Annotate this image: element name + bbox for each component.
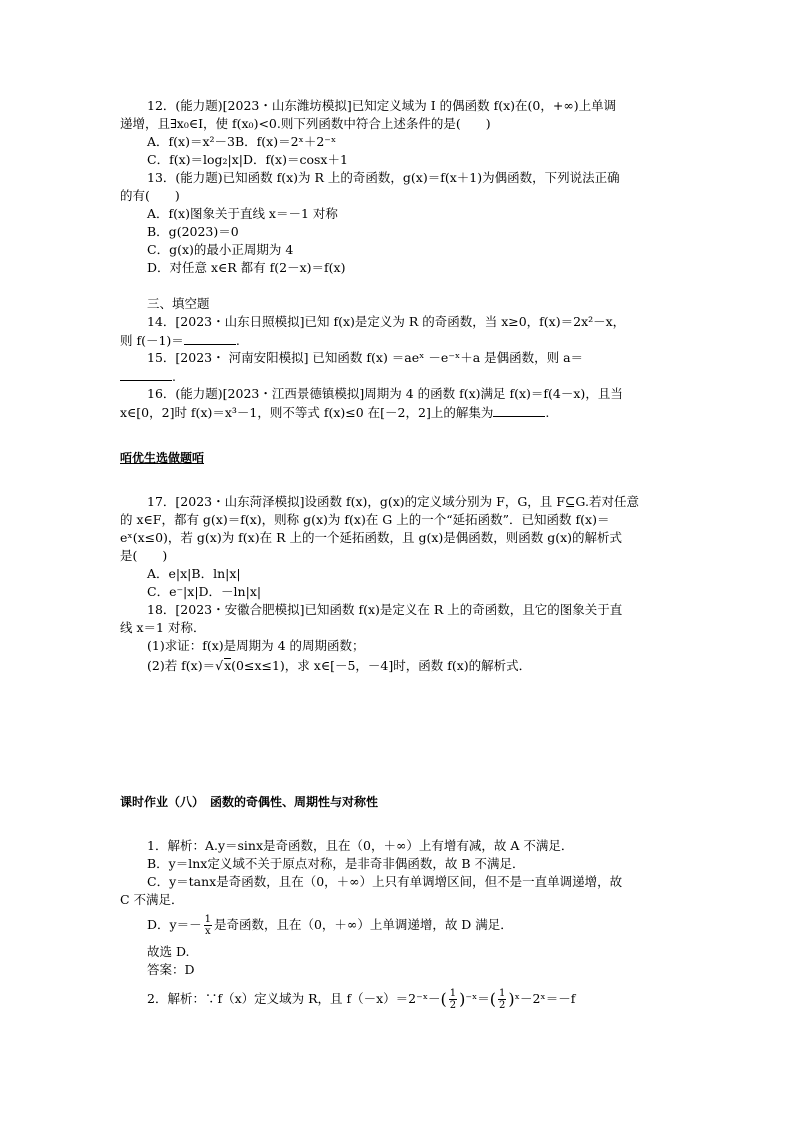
answer-1-line-5	[147, 914, 513, 937]
q12-line-1: 12．(能力题)[2023・山东潍坊模拟]已知定义域为 I 的偶函数 f(x)在(0，+∞)上单调	[147, 98, 617, 113]
q14-line-2-text: 则 f(－1)＝	[120, 333, 184, 348]
q13-option-a: A．f(x)图象关于直线 x＝－1 对称	[147, 206, 338, 221]
fraction-denominator: 2	[499, 1000, 506, 1011]
q15-line-1: 15．[2023・ 河南安阳模拟] 已知函数 f(x) ＝aeˣ －e⁻ˣ＋a 是偶函数，则 a＝	[147, 350, 584, 365]
q12-options-ab: A．f(x)＝x²－3B．f(x)＝2ˣ＋2⁻ˣ	[147, 134, 337, 149]
q14-line-2: 则 f(－1)＝ .	[120, 333, 240, 348]
answer-1-line-3: C．y＝tanx是奇函数，且在（0，＋∞）上只有单调增区间，但不是一直单调递增，故	[147, 874, 623, 889]
answer-1-line-7: 答案：D	[147, 962, 195, 977]
q18-line-2: 线 x＝1 对称．	[120, 620, 206, 635]
fraction-denominator: 2	[449, 1000, 457, 1011]
fraction-one-half-b	[498, 988, 506, 1011]
q13-option-c: C．g(x)的最小正周期为 4	[147, 242, 294, 257]
q17-line-4: 是( )	[120, 548, 168, 563]
answer-2-middle: ⁻ˣ＝	[465, 991, 490, 1006]
fraction-denominator: x	[204, 926, 211, 937]
answer-1-line-1: 1．解析：A.y＝sinx是奇函数，且在（0，＋∞）上有增有减，故 A 不满足．	[147, 838, 574, 853]
q17-line-2: 的 x∈F，都有 g(x)＝f(x)，则称 g(x)为 f(x)在 G 上的一个“延拓函数”．已知函数 f(x)＝	[120, 512, 610, 527]
answer-2-line-1	[147, 988, 575, 1011]
answer-1-line-5-suffix: 是奇函数，且在（0，＋∞）上单调递增，故 D 满足．	[213, 917, 513, 932]
q16-line-2: x∈[0，2]时 f(x)＝x³－1，则不等式 f(x)≤0 在[－2，2]上的解集为 .	[120, 405, 550, 420]
fraction-numerator: 1	[449, 988, 457, 999]
q17-options-cd: C．e⁻|x|D．－ln|x|	[147, 584, 262, 599]
optional-section-heading: 咟优生选做题咟	[120, 451, 205, 465]
q12-line-2: 递增，且∃x₀∈I，使 f(x₀)<0.则下列函数中符合上述条件的是( )	[120, 116, 491, 131]
q14-line-1: 14．[2023・山东日照模拟]已知 f(x)是定义为 R 的奇函数，当 x≥0，f(x)＝2x²－x，	[147, 314, 626, 329]
right-paren: )	[459, 989, 466, 1009]
q13-option-d: D．对任意 x∈R 都有 f(2－x)＝f(x)	[147, 260, 346, 275]
answer-1-line-4: C 不满足．	[120, 892, 184, 907]
sqrt-symbol: √	[215, 658, 224, 673]
left-paren: (	[489, 989, 497, 1009]
q12-options-cd: C．f(x)＝log₂|x|D．f(x)＝cosx＋1	[147, 152, 348, 167]
q17-line-3: eˣ(x≤0)，若 g(x)为 f(x)在 R 上的一个延拓函数，且 g(x)是偶函数，则函数 g(x)的解析式	[120, 530, 623, 545]
sqrt-radicand: x	[224, 658, 232, 673]
q17-options-ab: A．e|x|B．ln|x|	[147, 566, 241, 581]
answer-1-line-6: 故选 D.	[147, 944, 190, 959]
answer-2-prefix: 2．解析：∵f（x）定义域为 R，且 f（－x）＝2⁻ˣ－	[147, 991, 441, 1006]
q18-part-2-prefix: (2)若 f(x)＝	[147, 658, 216, 673]
q18-part-2	[147, 658, 531, 674]
q13-option-b: B．g(2023)＝0	[147, 224, 239, 239]
fraction-numerator: 1	[499, 988, 506, 999]
q15-answer-blank	[120, 368, 172, 381]
q16-line-2-text: x∈[0，2]时 f(x)＝x³－1，则不等式 f(x)≤0 在[－2，2]上的解集为	[120, 405, 494, 420]
right-paren: )	[508, 989, 515, 1009]
fraction-one-over-x	[204, 914, 212, 937]
left-paren: (	[440, 989, 447, 1009]
q18-part-2-suffix: (0≤x≤1)，求 x∈[－5，－4]时，函数 f(x)的解析式．	[231, 658, 532, 673]
q14-answer-blank	[184, 332, 236, 345]
answer-1-line-2: B．y＝lnx定义域不关于原点对称，是非奇非偶函数，故 B 不满足．	[147, 856, 525, 871]
q13-line-2: 的有( )	[120, 188, 180, 203]
q15-line-2: .	[120, 368, 176, 385]
q17-line-1: 17．[2023・山东菏泽模拟]设函数 f(x)，g(x)的定义域分别为 F，G，且 F⊆G.若对任意	[147, 494, 639, 509]
q18-line-1: 18．[2023・安徽合肥模拟]已知函数 f(x)是定义在 R 上的奇函数，且它的图象关于直	[147, 602, 623, 617]
answer-1-line-5-prefix: D．y＝－	[147, 917, 202, 932]
fraction-one-half-a	[449, 988, 457, 1011]
answer-2-suffix: ˣ－2ˣ＝－f	[514, 991, 576, 1006]
q16-line-1: 16．(能力题)[2023・江西景德镇模拟]周期为 4 的函数 f(x)满足 f(x)＝f(4－x)，且当	[147, 386, 623, 401]
answers-title: 课时作业（八） 函数的奇偶性、周期性与对称性	[120, 795, 379, 809]
q18-part-1: (1)求证：f(x)是周期为 4 的周期函数；	[147, 638, 365, 653]
q16-answer-blank	[493, 404, 545, 417]
section-fill-in-heading: 三、填空题	[147, 296, 210, 311]
fraction-numerator: 1	[204, 914, 211, 925]
q13-line-1: 13．(能力题)已知函数 f(x)为 R 上的奇函数，g(x)＝f(x＋1)为偶函数，下列说法正确	[147, 170, 620, 185]
